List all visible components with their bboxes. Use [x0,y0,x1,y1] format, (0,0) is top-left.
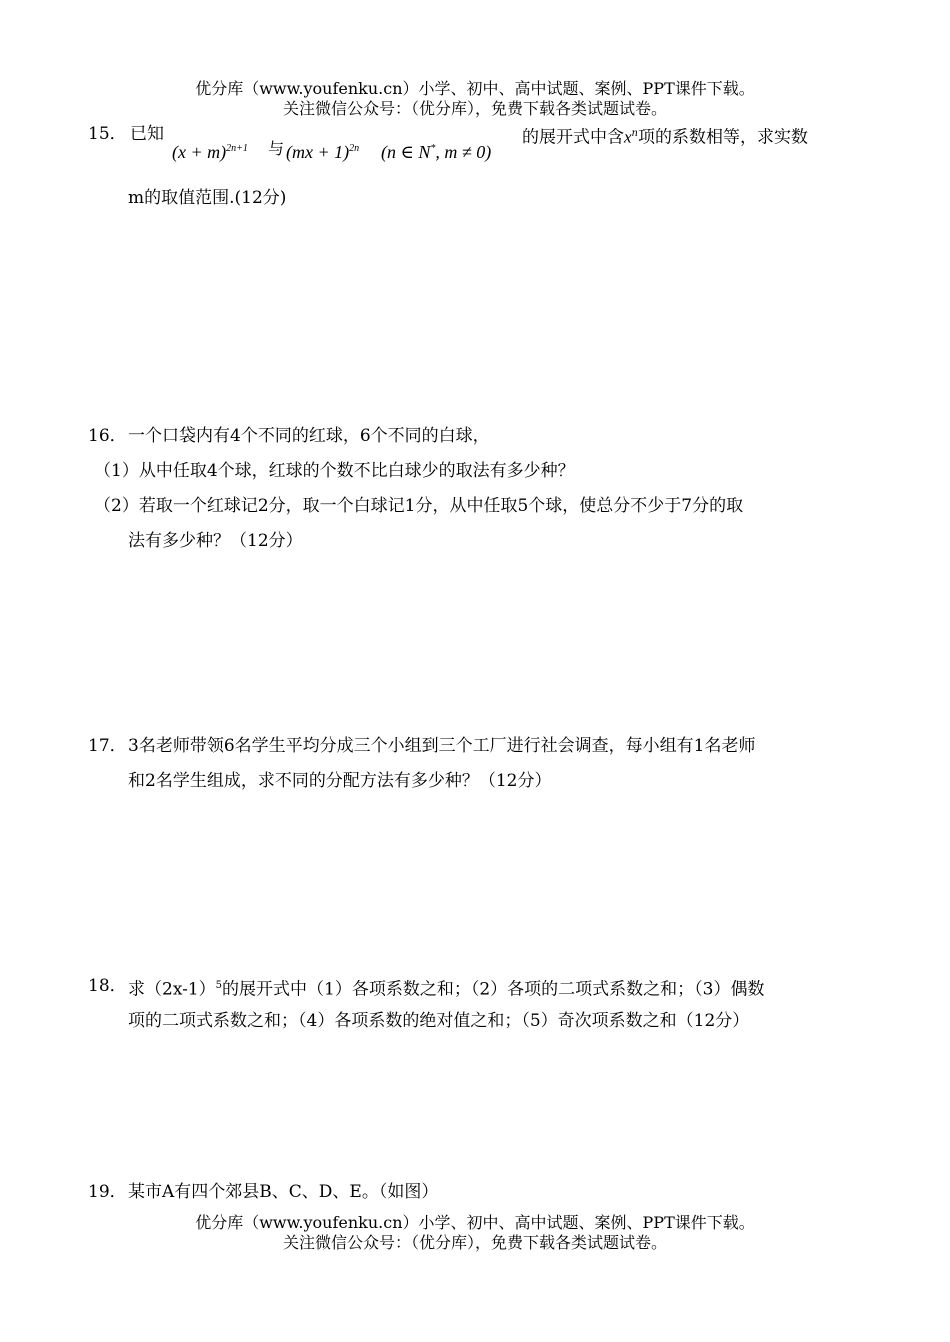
q15-line-2: m的取值范围.(12分) [128,188,287,208]
q18-line-1-a: 求（2x-1） [128,979,216,1000]
q16-part-2-cont: 法有多少种？（12分） [128,531,303,551]
q15-and-text: 与 [268,139,285,158]
q15-binomial-2: (mx + 1) [286,142,350,162]
q15-pre-text: 已知 [130,124,164,144]
q18-exponent: 5 [215,980,223,991]
q16-number: 16． [88,426,127,446]
q17-line-2: 和2名学生组成，求不同的分配方法有多少种？（12分） [128,771,552,791]
footer-line-2: 关注微信公众号：（优分库），免费下载各类试题试卷。 [282,1233,667,1252]
q19-number: 19． [88,1182,127,1202]
q15-condition: , m ≠ 0) [435,142,492,162]
footer-line-1: 优分库（www.youfenku.cn）小学、初中、高中试题、案例、PPT课件下载。 [195,1213,755,1232]
q15-domain: (n ∈ N [381,142,431,162]
q15-number: 15． [88,124,127,144]
q15-post-text [522,123,808,149]
q15-formula-2 [286,138,359,163]
q16-part-2: （2）若取一个红球记2分，取一个白球记1分，从中任取5个球，使总分不少于7分的取 [94,496,744,516]
q15-star: * [430,143,436,154]
header-line-1: 优分库（www.youfenku.cn）小学、初中、高中试题、案例、PPT课件下载。 [195,79,755,98]
q16-part-1: （1）从中任取4个球，红球的个数不比白球少的取法有多少种？ [94,461,575,481]
q19-line-1: 某市A有四个郊县B、C、D、E。（如图） [128,1182,439,1202]
q17-number: 17． [88,736,127,756]
q15-post-b: 项的系数相等，求实数 [638,127,808,148]
q15-exponent-1: 2n+1 [226,143,248,154]
q15-xn-x: x [624,127,632,147]
q15-binomial-1: (x + m) [172,142,227,162]
q18-line-1 [128,975,765,1001]
q18-line-2: 项的二项式系数之和；（4）各项系数的绝对值之和；（5）奇次项系数之和（12分） [128,1011,750,1031]
q18-line-1-b: 的展开式中（1）各项系数之和；（2）各项的二项式系数之和；（3）偶数 [222,979,765,1000]
q15-formula-1 [172,138,248,163]
q15-post-a: 的展开式中含 [522,127,624,148]
q17-line-1: 3名老师带领6名学生平均分成三个小组到三个工厂进行社会调查，每小组有1名老师 [128,736,756,756]
q18-number: 18． [88,976,127,996]
q15-exponent-2: 2n [349,143,360,154]
q16-stem: 一个口袋内有4个不同的红球，6个不同的白球， [128,426,490,446]
header-line-2: 关注微信公众号：（优分库），免费下载各类试题试卷。 [282,99,667,118]
q15-formula-3 [381,138,491,163]
q15-xn-n: n [631,128,638,139]
